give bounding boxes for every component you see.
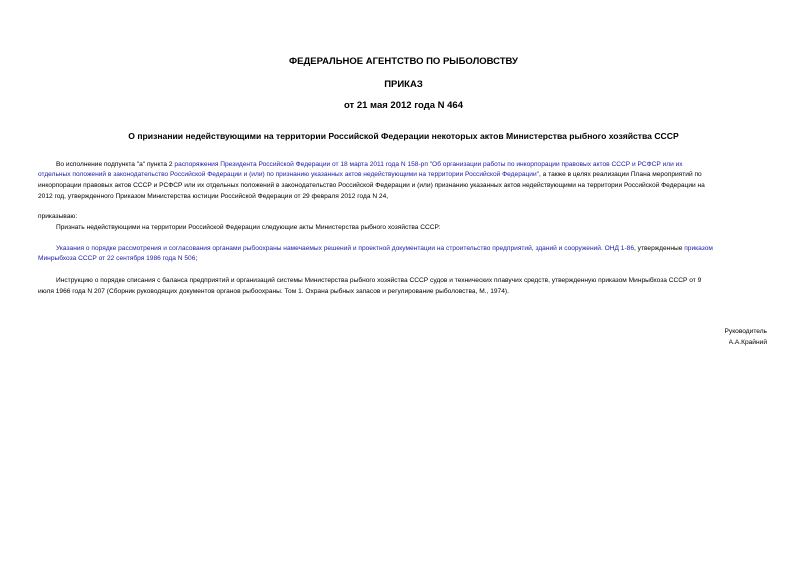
- item-1-end: ;: [195, 255, 198, 262]
- document-type: ПРИКАЗ: [384, 79, 423, 90]
- presidential-order-link-cont[interactable]: отдельных положений в законодательство Российской Федерации и (или) по признанию указанных актов недействующими на территории Российской Федерации": [38, 171, 540, 178]
- order-word: приказываю:: [38, 213, 78, 220]
- item-2-line-2: июля 1966 года N 207 (Сборник руководящих документов органов рыбоохраны. Том 1. Охрана рыбных запасов и регулирование рыболовства, М., 1974).: [38, 288, 509, 295]
- preamble-line-3: инкорпорации правовых актов СССР и РСФСР или их отдельных положений в законодательство Российской Федерации и (или) признанию указанных актов недействующими на территории Российской Федерации на: [38, 182, 705, 189]
- document-subject: О признании недействующими на территории Российской Федерации некоторых актов Министерства рыбного хозяйства СССР: [128, 131, 679, 141]
- item-1-mid: , утвержденные: [634, 245, 685, 252]
- order-link[interactable]: приказом: [684, 245, 713, 252]
- document-date-number: от 21 мая 2012 года N 464: [343, 100, 464, 111]
- agency-name: ФЕДЕРАЛЬНОЕ АГЕНТСТВО ПО РЫБОЛОВСТВУ: [289, 56, 518, 67]
- preamble-after-link: , а также в целях реализации Плана мероприятий по: [539, 171, 702, 178]
- preamble-line-2: [38, 170, 797, 180]
- recognize-statement: Признать недействующими на территории Российской Федерации следующие акты Министерства рыбного хозяйства СССР:: [56, 224, 441, 231]
- item-2-line-1: Инструкцию о порядке списания с баланса предприятий и организаций системы Министерства рыбного хозяйства СССР судов и технических плавучих средств, утвержденную приказом Минрыбхоза СССР от 9: [56, 277, 702, 284]
- preamble-prefix: Во исполнение подпункта "а" пункта 2: [56, 161, 175, 168]
- presidential-order-link[interactable]: распоряжения Президента Российской Федерации от 18 марта 2011 года N 158-рп "Об организации работы по инкорпорации правовых актов СССР и РСФСР или их: [174, 161, 683, 168]
- guidelines-ond-link[interactable]: Указания о порядке рассмотрения и согласования органами рыбоохраны намечаемых решений и проектной документации на строительство предприятий, зданий и сооружений. ОНД 1-86: [56, 245, 635, 252]
- order-link-cont[interactable]: Минрыбхоза СССР от 22 сентября 1986 года N 506: [38, 255, 196, 262]
- item-1-line-2: [38, 254, 197, 264]
- signature-name: А.А.Крайний: [728, 339, 767, 346]
- preamble-line-1: [56, 160, 797, 170]
- preamble-line-4: 2012 год, утвержденного Приказом Министерства юстиции Российской Федерации от 29 февраля 2012 года N 24,: [38, 193, 389, 200]
- item-1-line-1: [56, 244, 797, 254]
- signature-title: Руководитель: [724, 328, 767, 335]
